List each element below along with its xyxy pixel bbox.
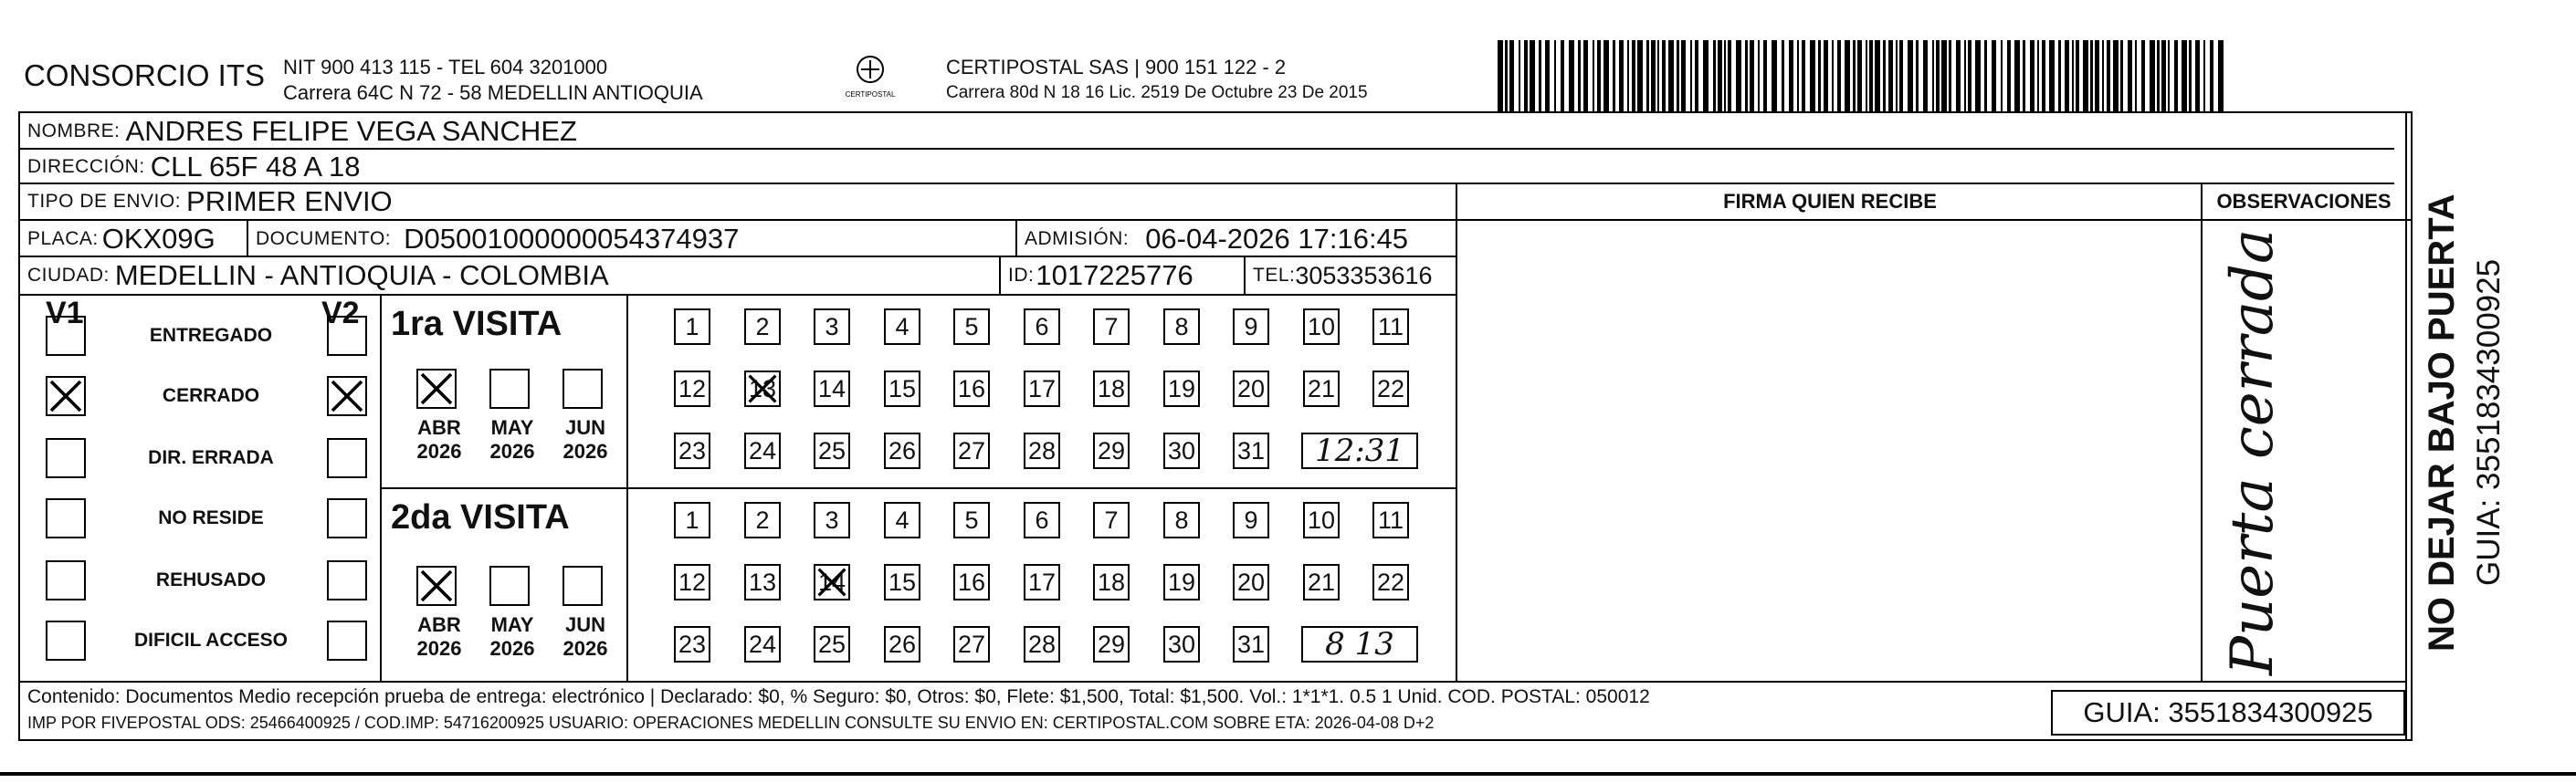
certipostal-line: CERTIPOSTAL SAS | 900 151 122 - 2: [946, 56, 1287, 78]
v2-checkbox-entregado[interactable]: [327, 316, 367, 356]
day-number: 24: [748, 436, 777, 465]
day-number: 31: [1236, 630, 1266, 658]
barcode: [1498, 40, 2228, 111]
day-box-12[interactable]: [674, 371, 710, 407]
month-label: JUN: [564, 613, 605, 636]
day-box-27[interactable]: [953, 626, 990, 663]
status-label: CERRADO: [162, 385, 260, 406]
v1-checkbox-entregado[interactable]: [46, 316, 86, 356]
day-box-17[interactable]: [1024, 564, 1060, 600]
day-box-22[interactable]: [1372, 371, 1409, 407]
day-box-18[interactable]: [1093, 371, 1130, 407]
month-caption: [553, 613, 617, 661]
day-number: 12: [678, 374, 707, 402]
status-label: REHUSADO: [155, 569, 267, 590]
day-number: 29: [1097, 436, 1126, 465]
v2-checkbox-cerrado[interactable]: [327, 376, 367, 416]
documento-label: DOCUMENTO:: [256, 228, 392, 249]
day-number: 25: [817, 630, 846, 658]
day-box-23[interactable]: [674, 626, 710, 663]
day-box-22[interactable]: [1372, 564, 1409, 600]
month-checkbox-jun[interactable]: [563, 369, 603, 409]
year-label: 2026: [563, 440, 608, 463]
day-box-30[interactable]: [1163, 626, 1200, 663]
nit-line: NIT 900 413 115 - TEL 604 3201000: [283, 56, 608, 78]
year-label: 2026: [489, 440, 535, 463]
footer-imp: IMP POR FIVEPOSTAL ODS: 25466400925 / COD.IMP: 54716200925 USUARIO: OPERACIONES MEDELLIN CONSULTE SU ENVIO EN: CERTIPOSTAL.COM SOBRE ETA: 2026-04-08 D+2: [27, 714, 1435, 732]
day-box-30[interactable]: [1163, 433, 1200, 469]
day-box-9[interactable]: [1233, 308, 1269, 345]
year-label: 2026: [489, 637, 535, 660]
v2-checkbox-no-reside[interactable]: [327, 498, 367, 538]
v1-checkbox-dificil-acceso[interactable]: [46, 621, 86, 661]
day-box-23[interactable]: [674, 433, 710, 469]
day-box-13[interactable]: [744, 371, 781, 407]
direccion-label: DIRECCIÓN:: [27, 156, 145, 177]
day-number: 20: [1236, 374, 1266, 402]
day-number: 9: [1244, 312, 1258, 340]
day-box-6[interactable]: [1024, 308, 1060, 345]
month-caption: [407, 613, 471, 661]
divider: [18, 148, 2394, 150]
day-box-26[interactable]: [884, 626, 920, 663]
address-line: Carrera 64C N 72 - 58 MEDELLIN ANTIOQUIA: [283, 81, 703, 104]
day-box-12[interactable]: [674, 564, 710, 600]
day-box-31[interactable]: [1233, 626, 1269, 663]
month-label: MAY: [490, 416, 534, 439]
documento-value: D05001000000054374937: [404, 223, 740, 255]
day-number: 18: [1097, 568, 1126, 596]
day-number: 13: [748, 374, 777, 402]
status-label: NO RESIDE: [158, 507, 264, 528]
day-number: 14: [817, 568, 846, 596]
brand-contact: [283, 55, 703, 106]
nombre-label: NOMBRE:: [27, 120, 121, 141]
day-box-26[interactable]: [884, 433, 920, 469]
day-number: 7: [1104, 506, 1119, 534]
day-number: 7: [1104, 312, 1119, 340]
day-box-28[interactable]: [1024, 626, 1060, 663]
second-visit-title: 2da VISITA: [391, 498, 570, 537]
day-box-16[interactable]: [953, 564, 990, 600]
day-number: 10: [1307, 312, 1336, 340]
day-box-16[interactable]: [953, 371, 990, 407]
footer-contenido: Contenido: Documentos Medio recepción prueba de entrega: electrónico | Declarado: $0, % Seguro: $0, Otros: $0, Flete: $1,500, Total: $1,500. Vol.: 1*1*1. 0.5 1 Unid. COD. POSTAL: 050012: [27, 686, 1650, 707]
day-number: 30: [1167, 436, 1196, 465]
month-caption: [480, 416, 544, 464]
v1-checkbox-dir-errada[interactable]: [46, 438, 86, 478]
year-label: 2026: [563, 637, 608, 660]
day-box-15[interactable]: [884, 564, 920, 600]
tel-label: TEL:: [1253, 265, 1296, 286]
day-number: 29: [1097, 630, 1126, 658]
day-number: 30: [1167, 630, 1196, 658]
day-number: 16: [957, 568, 986, 596]
tipo-label: TIPO DE ENVIO:: [27, 191, 182, 212]
month-label: ABR: [417, 613, 461, 636]
day-box-29[interactable]: [1093, 626, 1130, 663]
day-box-14[interactable]: [814, 564, 850, 600]
placa-value: OKX09G: [101, 223, 216, 255]
row-id: [1001, 259, 1242, 292]
day-box-14[interactable]: [814, 371, 850, 407]
day-number: 6: [1035, 312, 1049, 340]
row-tipo: [20, 186, 1454, 217]
row-ciudad: [20, 259, 997, 292]
day-box-21[interactable]: [1303, 564, 1340, 600]
v1-checkbox-cerrado[interactable]: [46, 376, 86, 416]
day-number: 12: [678, 568, 707, 596]
day-number: 27: [957, 436, 986, 465]
day-box-21[interactable]: [1303, 371, 1340, 407]
day-box-29[interactable]: [1093, 433, 1130, 469]
observaciones-handwriting: Puerta cerrada: [2219, 228, 2287, 675]
day-box-13[interactable]: [744, 564, 781, 600]
day-number: 10: [1307, 506, 1336, 534]
v1-label: V1: [46, 296, 84, 330]
day-number: 31: [1236, 436, 1266, 465]
brand-name: CONSORCIO ITS: [24, 58, 266, 92]
day-number: 13: [748, 568, 777, 596]
row-documento: [248, 223, 1015, 256]
day-number: 4: [895, 506, 909, 534]
id-value: 1017225776: [1036, 259, 1193, 291]
day-number: 26: [888, 630, 917, 658]
status-label: DIFICIL ACCESO: [133, 630, 288, 651]
day-number: 6: [1035, 506, 1049, 534]
day-box-17[interactable]: [1024, 371, 1060, 407]
divider-right: [2405, 111, 2407, 741]
day-number: 3: [825, 506, 839, 534]
day-number: 18: [1097, 374, 1126, 402]
certipostal-logo: [838, 49, 902, 102]
v2-label: V2: [321, 296, 360, 330]
tipo-value: PRIMER ENVIO: [186, 185, 393, 217]
day-box-25[interactable]: [814, 626, 850, 663]
row-tel: [1246, 259, 1456, 292]
day-box-5[interactable]: [953, 308, 990, 345]
admision-label: ADMISIÓN:: [1025, 228, 1130, 249]
divider-obs: [2201, 183, 2203, 681]
day-box-5[interactable]: [953, 502, 990, 538]
month-label: JUN: [564, 416, 605, 439]
v2-checkbox-dir-errada[interactable]: [327, 438, 367, 478]
day-number: 5: [964, 506, 979, 534]
visit-time-handwritten: 8 13: [1301, 626, 1418, 663]
observaciones-header: OBSERVACIONES: [2216, 190, 2392, 213]
certipostal-address: Carrera 80d N 18 16 Lic. 2519 De Octubre 23 De 2015: [946, 83, 1368, 102]
day-number: 25: [817, 436, 846, 465]
day-number: 3: [825, 312, 839, 340]
month-checkbox-abr[interactable]: [416, 369, 457, 409]
month-caption: [553, 416, 617, 464]
day-number: 11: [1377, 506, 1404, 534]
side-warning: NO DEJAR BAJO PUERTA: [2422, 193, 2462, 652]
day-number: 8: [1174, 506, 1189, 534]
day-number: 22: [1376, 568, 1405, 596]
day-number: 23: [678, 630, 707, 658]
day-number: 19: [1167, 374, 1196, 402]
day-number: 9: [1244, 506, 1258, 534]
month-checkbox-jun[interactable]: [563, 566, 603, 606]
divider: [18, 219, 2411, 221]
month-checkbox-may[interactable]: [489, 566, 530, 606]
day-number: 26: [888, 436, 917, 465]
day-box-27[interactable]: [953, 433, 990, 469]
logo-text: CERTIPOSTAL: [845, 90, 896, 99]
row-admision: [1017, 223, 1456, 256]
day-box-3[interactable]: [814, 308, 850, 345]
day-number: 28: [1027, 630, 1057, 658]
day-box-15[interactable]: [884, 371, 920, 407]
ciudad-value: MEDELLIN - ANTIOQUIA - COLOMBIA: [114, 259, 609, 291]
day-box-2[interactable]: [744, 308, 781, 345]
year-label: 2026: [416, 637, 462, 660]
v1-checkbox-rehusado[interactable]: [46, 560, 86, 600]
day-box-24[interactable]: [744, 433, 781, 469]
day-box-4[interactable]: [884, 502, 920, 538]
nombre-value: ANDRES FELIPE VEGA SANCHEZ: [125, 115, 577, 147]
ciudad-label: CIUDAD:: [27, 265, 110, 286]
day-number: 1: [685, 312, 699, 340]
month-checkbox-may[interactable]: [489, 369, 530, 409]
firma-header: FIRMA QUIEN RECIBE: [1723, 190, 1937, 213]
day-number: 22: [1376, 374, 1405, 402]
id-label: ID:: [1008, 265, 1035, 286]
day-number: 14: [817, 374, 846, 402]
certipostal-info: [946, 55, 1368, 106]
visit-time-handwritten: 12:31: [1301, 433, 1418, 469]
day-box-6[interactable]: [1024, 502, 1060, 538]
day-box-25[interactable]: [814, 433, 850, 469]
row-placa: [20, 223, 247, 256]
day-number: 11: [1377, 312, 1404, 340]
day-number: 5: [964, 312, 979, 340]
status-label: ENTREGADO: [149, 325, 273, 346]
day-box-9[interactable]: [1233, 502, 1269, 538]
row-direccion: [20, 151, 2394, 183]
footer-info: [27, 686, 2055, 733]
day-number: 8: [1174, 312, 1189, 340]
day-number: 24: [748, 630, 777, 658]
day-box-19[interactable]: [1163, 564, 1200, 600]
day-box-8[interactable]: [1163, 308, 1200, 345]
day-box-11[interactable]: [1372, 502, 1409, 538]
day-box-20[interactable]: [1233, 564, 1269, 600]
day-box-24[interactable]: [744, 626, 781, 663]
day-box-1[interactable]: [674, 502, 710, 538]
day-box-18[interactable]: [1093, 564, 1130, 600]
day-number: 15: [888, 568, 917, 596]
day-box-20[interactable]: [1233, 371, 1269, 407]
day-number: 17: [1027, 568, 1057, 596]
month-checkbox-abr[interactable]: [416, 566, 457, 606]
day-box-7[interactable]: [1093, 502, 1130, 538]
month-caption: [407, 416, 471, 464]
month-label: ABR: [417, 416, 461, 439]
year-label: 2026: [416, 440, 462, 463]
v2-checkbox-dificil-acceso[interactable]: [327, 621, 367, 661]
direccion-value: CLL 65F 48 A 18: [150, 151, 361, 183]
day-number: 17: [1027, 374, 1057, 402]
day-box-1[interactable]: [674, 308, 710, 345]
divider: [380, 487, 1456, 489]
day-number: 15: [888, 374, 917, 402]
day-box-2[interactable]: [744, 502, 781, 538]
bottom-rule: [0, 772, 2576, 776]
day-box-10[interactable]: [1303, 308, 1340, 345]
first-visit-title: 1ra VISITA: [391, 305, 563, 343]
day-box-4[interactable]: [884, 308, 920, 345]
day-number: 21: [1307, 374, 1336, 402]
v2-checkbox-rehusado[interactable]: [327, 560, 367, 600]
month-caption: [480, 613, 544, 661]
divider: [18, 681, 2407, 683]
day-number: 28: [1027, 436, 1057, 465]
day-number: 20: [1236, 568, 1266, 596]
day-box-19[interactable]: [1163, 371, 1200, 407]
v1-checkbox-no-reside[interactable]: [46, 498, 86, 538]
day-number: 2: [755, 312, 770, 340]
divider: [18, 294, 1457, 296]
day-box-28[interactable]: [1024, 433, 1060, 469]
admision-value: 06-04-2026 17:16:45: [1145, 223, 1409, 255]
day-number: 1: [685, 506, 699, 534]
day-box-10[interactable]: [1303, 502, 1340, 538]
status-label: DIR. ERRADA: [148, 447, 274, 468]
day-box-31[interactable]: [1233, 433, 1269, 469]
day-number: 2: [755, 506, 770, 534]
day-number: 23: [678, 436, 707, 465]
row-nombre: [20, 115, 2394, 148]
divider: [18, 256, 1457, 257]
day-number: 19: [1167, 568, 1196, 596]
day-box-7[interactable]: [1093, 308, 1130, 345]
day-box-11[interactable]: [1372, 308, 1409, 345]
day-number: 21: [1307, 568, 1336, 596]
placa-label: PLACA:: [27, 228, 99, 249]
day-number: 4: [895, 312, 909, 340]
month-label: MAY: [490, 613, 534, 636]
day-number: 27: [957, 630, 986, 658]
day-number: 16: [957, 374, 986, 402]
footer-guia: GUIA: 3551834300925: [2051, 690, 2405, 736]
side-guia: GUIA: 3551834300925: [2471, 258, 2507, 586]
tel-value: 3053353616: [1295, 261, 1433, 289]
day-box-3[interactable]: [814, 502, 850, 538]
day-box-8[interactable]: [1163, 502, 1200, 538]
